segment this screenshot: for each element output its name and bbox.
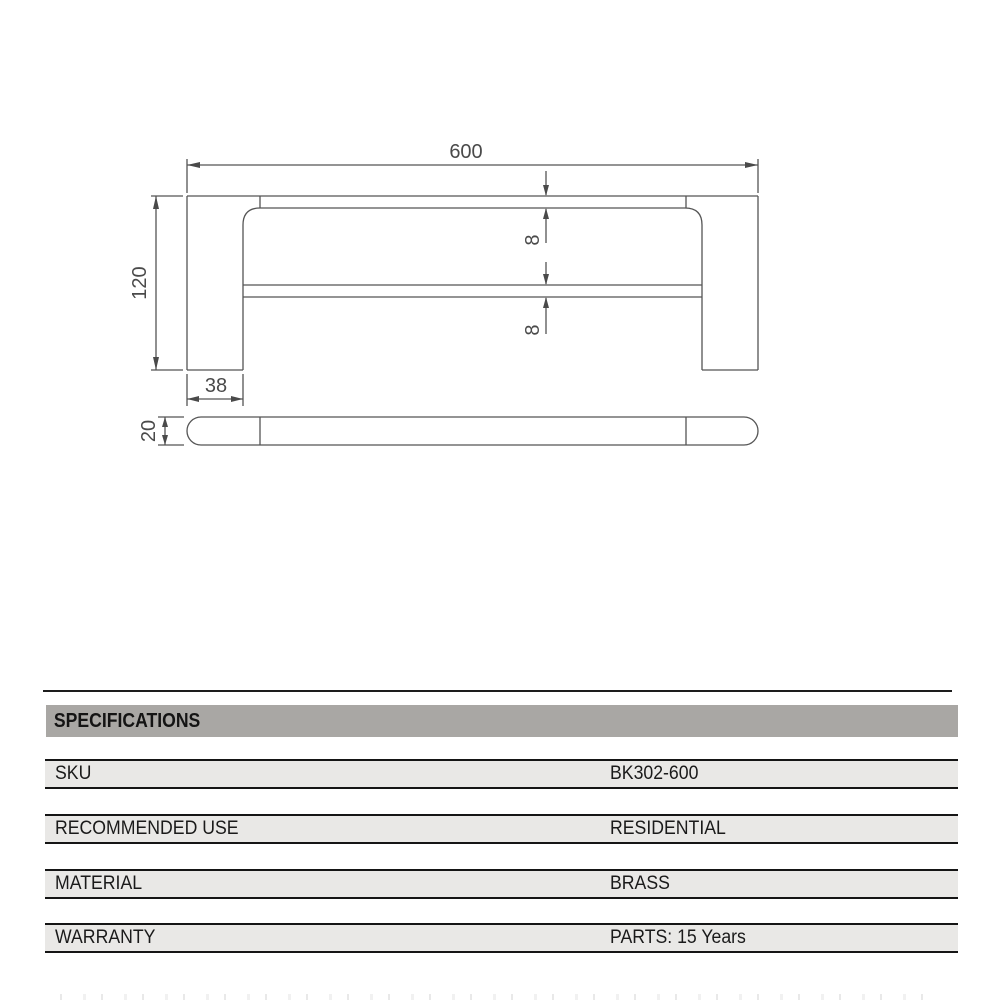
cutoff-text-artifact: [60, 994, 940, 1000]
dim-20-label: 20: [138, 419, 160, 443]
spec-label: WARRANTY: [55, 927, 156, 948]
dimension-38: [187, 374, 243, 406]
spec-row-sku: [45, 759, 958, 789]
dim-38-label: 38: [204, 375, 228, 397]
specifications-header-bar: [46, 705, 958, 737]
spec-row-material: [45, 869, 958, 899]
front-view-outline: [187, 196, 758, 370]
dimension-20: [138, 417, 184, 445]
spec-row-warranty: [45, 923, 958, 953]
specifications-title: SPECIFICATIONS: [53, 709, 201, 732]
dimension-120: [129, 196, 183, 370]
spec-row-recommended-use: [45, 814, 958, 844]
dim-8-top-label: 8: [522, 234, 544, 246]
spec-value: RESIDENTIAL: [610, 818, 726, 839]
dim-600-label: 600: [449, 141, 483, 163]
spec-label: SKU: [55, 763, 92, 784]
dimension-8-bottom: [522, 262, 549, 336]
top-view-outline: [187, 417, 758, 445]
spec-label: RECOMMENDED USE: [55, 818, 239, 839]
spec-value: PARTS: 15 Years: [610, 927, 746, 948]
spec-value: BRASS: [610, 873, 670, 894]
spec-value: BK302-600: [610, 763, 699, 784]
dim-120-label: 120: [129, 266, 151, 300]
spec-label: MATERIAL: [55, 873, 143, 894]
dim-8-bottom-label: 8: [522, 324, 544, 336]
section-divider-line: [43, 690, 952, 692]
dimension-600: [187, 141, 758, 193]
